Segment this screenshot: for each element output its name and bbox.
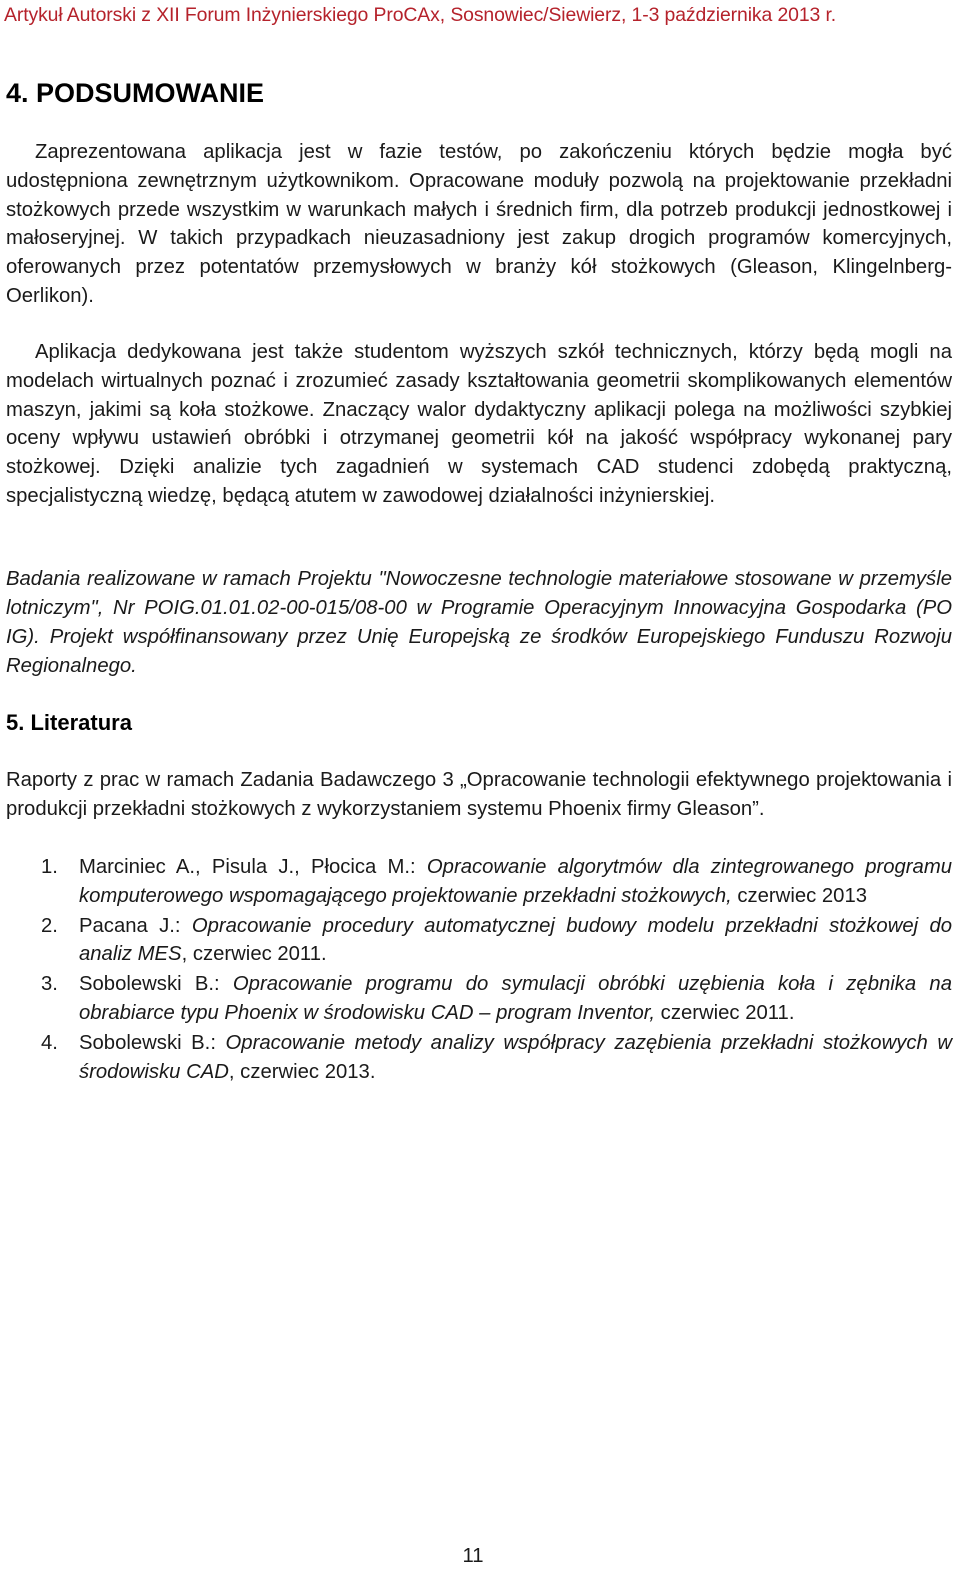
summary-paragraph-2: Aplikacja dedykowana jest także studentom wyższych szkół technicznych, którzy będą mogli na modelach wirtualnych poznać i zrozumieć zasady kształtowania geometrii skomplikowanych elementów maszyn, jakimi są koła stożkowe. Znaczący walor dydaktyczny aplikacji polega na możliwości szybkiej oceny wpływu ustawień obróbki i otrzymanej geometrii kół na jakość współpracy wykonanej pary stożkowej. Dzięki analizie tych zagadnień w systemach CAD studenci zdobędą praktyczną, specjalistyczną wiedzę, będącą atutem w zawodowej działalności inżynierskiej. [6,341,952,507]
reference-date: , czerwiec 2013. [228,1060,376,1083]
reference-item-2 [6,912,952,970]
reference-list [6,853,952,1087]
reference-date: czerwiec 2011. [655,1001,795,1024]
reference-date: czerwiec 2013 [731,884,868,907]
section-heading-summary: 4. PODSUMOWANIE [6,78,265,108]
literature-intro: Raporty z prac w ramach Zadania Badawczego 3 „Opracowanie technologii efektywnego projektowania i produkcji przekładni stożkowych z wykorzystaniem systemu Phoenix firmy Gleason”. [6,769,952,820]
reference-number: 3. [41,973,58,996]
reference-authors: Pacana J.: [79,914,192,937]
reference-number: 4. [41,1031,58,1054]
reference-number: 1. [41,856,58,878]
reference-authors: Marciniec A., Pisula J., Płocica M.: [79,856,427,878]
reference-item-1 [6,853,952,911]
reference-authors: Sobolewski B.: [79,973,233,996]
reference-number: 2. [41,914,58,937]
running-header: Artykuł Autorski z XII Forum Inżynierskiego ProCAx, Sosnowiec/Siewierz, 1-3 października 2013 r. [4,4,837,26]
page-number: 11 [462,1545,484,1567]
section-heading-literature: 5. Literatura [6,710,132,735]
reference-title: Opracowanie programu do symulacji obróbki uzębienia koła i zębnika na obrabiarce typu Phoenix w środowisku CAD – program Inventor, [79,973,952,1024]
reference-authors: Sobolewski B.: [79,1031,226,1054]
reference-item-3 [6,970,952,1028]
reference-date: , czerwiec 2011. [181,943,327,966]
reference-title: Opracowanie procedury automatycznej budowy modelu przekładni stożkowej do analiz MES [79,914,953,966]
summary-paragraph-1: Zaprezentowana aplikacja jest w fazie testów, po zakończeniu których będzie mogła być udostępniona zewnętrznym użytkownikom. Opracowane moduły pozwolą na projektowanie przekładni stożkowych przede wszystkim w warunkach małych i średnich firm, dla potrzeb produkcji jednostkowej i małoseryjnej. W takich przypadkach nieuzasadniony jest zakup drogich programów komercyjnych, oferowanych przez potentatów przemysłowych w branży kół stożkowych (Gleason, Klingelnberg-Oerlikon). [6,141,952,307]
funding-acknowledgement: Badania realizowane w ramach Projektu "Nowoczesne technologie materiałowe stosowane w przemyśle lotniczym", Nr POIG.01.01.02-00-015/08-00 w Programie Operacyjnym Innowacyjna Gospodarka (PO IG). Projekt współfinansowany przez Unię Europejską ze środków Europejskiego Funduszu Rozwoju Regionalnego. [6,568,952,677]
reference-item-4 [6,1029,952,1087]
reference-title: Opracowanie metody analizy współpracy zazębienia przekładni stożkowych w środowisku CAD [79,1031,952,1083]
reference-title: Opracowanie algorytmów dla zintegrowanego programu komputerowego wspomagającego projektowanie przekładni stożkowych, [79,856,952,907]
